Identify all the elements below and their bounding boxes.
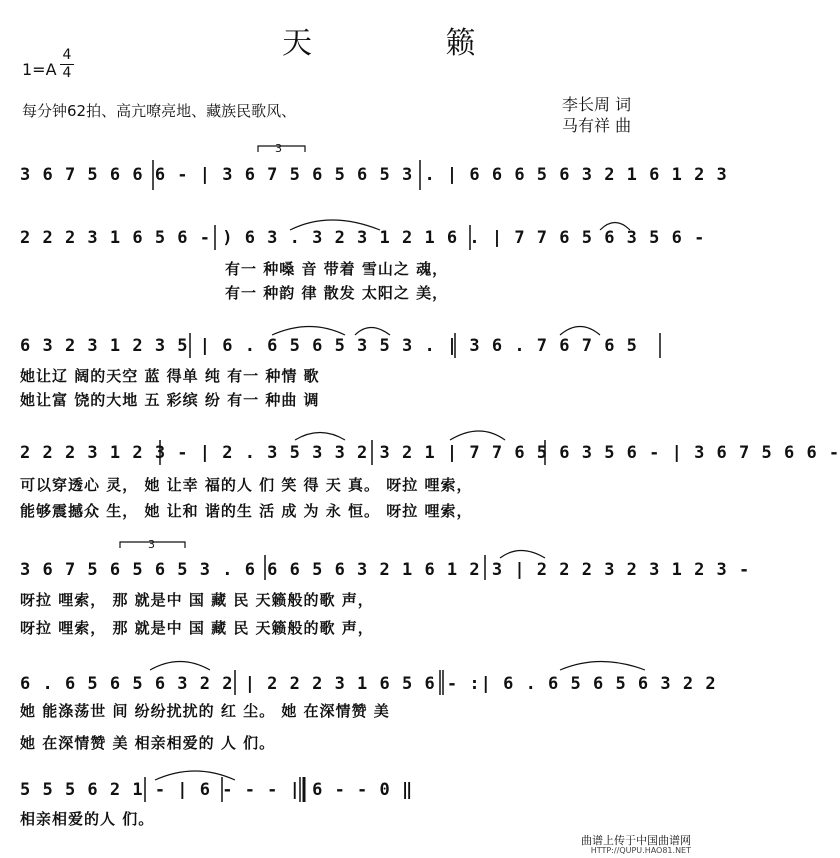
time-denominator: 4 <box>62 65 72 81</box>
score-line-4-notes: 2 2 2 3 1 2 3 - | 2 . 3 5 3 3 2 3 2 1 | 7 7 6 5 6 3 5 6 - | 3 6 7 5 6 6 - <box>20 443 840 463</box>
score-line-3-lyrics-verse2: 她让富 饶的大地 五 彩缤 纷 有一 种曲 调 <box>20 391 320 409</box>
score-line-1-notes: 3 6 7 5 6 6 6 - | 3 6 7 5 6 5 6 5 3 . | 6 6 6 5 6 3 2 1 6 1 2 3 <box>20 165 728 185</box>
score-line-2-lyrics-verse2: 有一 种韵 律 散发 太阳之 美， <box>225 284 449 302</box>
score-line-7-notes: 5 5 5 6 2 1 - | 6 - - - | 6 - - 0 ‖ <box>20 780 414 800</box>
time-numerator: 4 <box>62 47 72 63</box>
score-line-6-lyrics-verse1: 她 能涤荡世 间 纷纷扰扰的 红 尘。 她 在深情赞 美 <box>20 702 390 720</box>
tempo-marking: 每分钟62拍、高亢嘹亮地、藏族民歌风、 <box>22 102 297 120</box>
lyricist-credit: 李长周 词 <box>562 95 632 114</box>
score-line-5-lyrics-verse1: 呀拉 哩索， 那 就是中 国 藏 民 天籁般的歌 声， <box>20 591 374 609</box>
score-line-4-lyrics-verse2: 能够震撼众 生， 她 让和 谐的生 活 成 为 永 恒。 呀拉 哩索， <box>20 502 473 520</box>
score-line-6-lyrics-verse2: 她 在深情赞 美 相亲相爱的 人 们。 <box>20 734 276 752</box>
footer-source: 曲谱上传于中国曲谱网 <box>581 834 691 847</box>
score-line-6-notes: 6 . 6 5 6 5 6 3 2 2 | 2 2 2 3 1 6 5 6 - :| 6 . 6 5 6 5 6 3 2 2 <box>20 674 717 694</box>
score-line-2-notes: 2 2 2 3 1 6 5 6 - ) 6 3 . 3 2 3 1 2 1 6 . | 7 7 6 5 6 3 5 6 - <box>20 228 706 248</box>
score-line-2-lyrics-verse1: 有一 种嗓 音 带着 雪山之 魂， <box>225 260 449 278</box>
score-line-7-lyrics-verse1: 相亲相爱的人 们。 <box>20 810 155 828</box>
score-line-5-notes: 3 6 7 5 6 5 6 5 3 . 6 6 6 5 6 3 2 1 6 1 2 3 | 2 2 2 3 2 3 1 2 3 - <box>20 560 751 580</box>
song-title: 天 籁 <box>282 26 538 61</box>
footer-site: HTTP://QUPU.HAO81.NET <box>590 846 691 855</box>
score-line-5-lyrics-verse2: 呀拉 哩索， 那 就是中 国 藏 民 天籁般的歌 声， <box>20 619 374 637</box>
triplet-mark-2: 3 <box>148 538 155 551</box>
composer-credit: 马有祥 曲 <box>562 116 632 135</box>
triplet-mark-1: 3 <box>275 142 282 155</box>
score-line-3-notes: 6 3 2 3 1 2 3 5 | 6 . 6 5 6 5 3 5 3 . | 3 6 . 7 6 7 6 5 <box>20 336 638 356</box>
score-line-4-lyrics-verse1: 可以穿透心 灵， 她 让幸 福的人 们 笑 得 天 真。 呀拉 哩索， <box>20 476 473 494</box>
key-signature: 1=A <box>22 60 57 79</box>
score-line-3-lyrics-verse1: 她让辽 阔的天空 蓝 得单 纯 有一 种情 歌 <box>20 367 320 385</box>
